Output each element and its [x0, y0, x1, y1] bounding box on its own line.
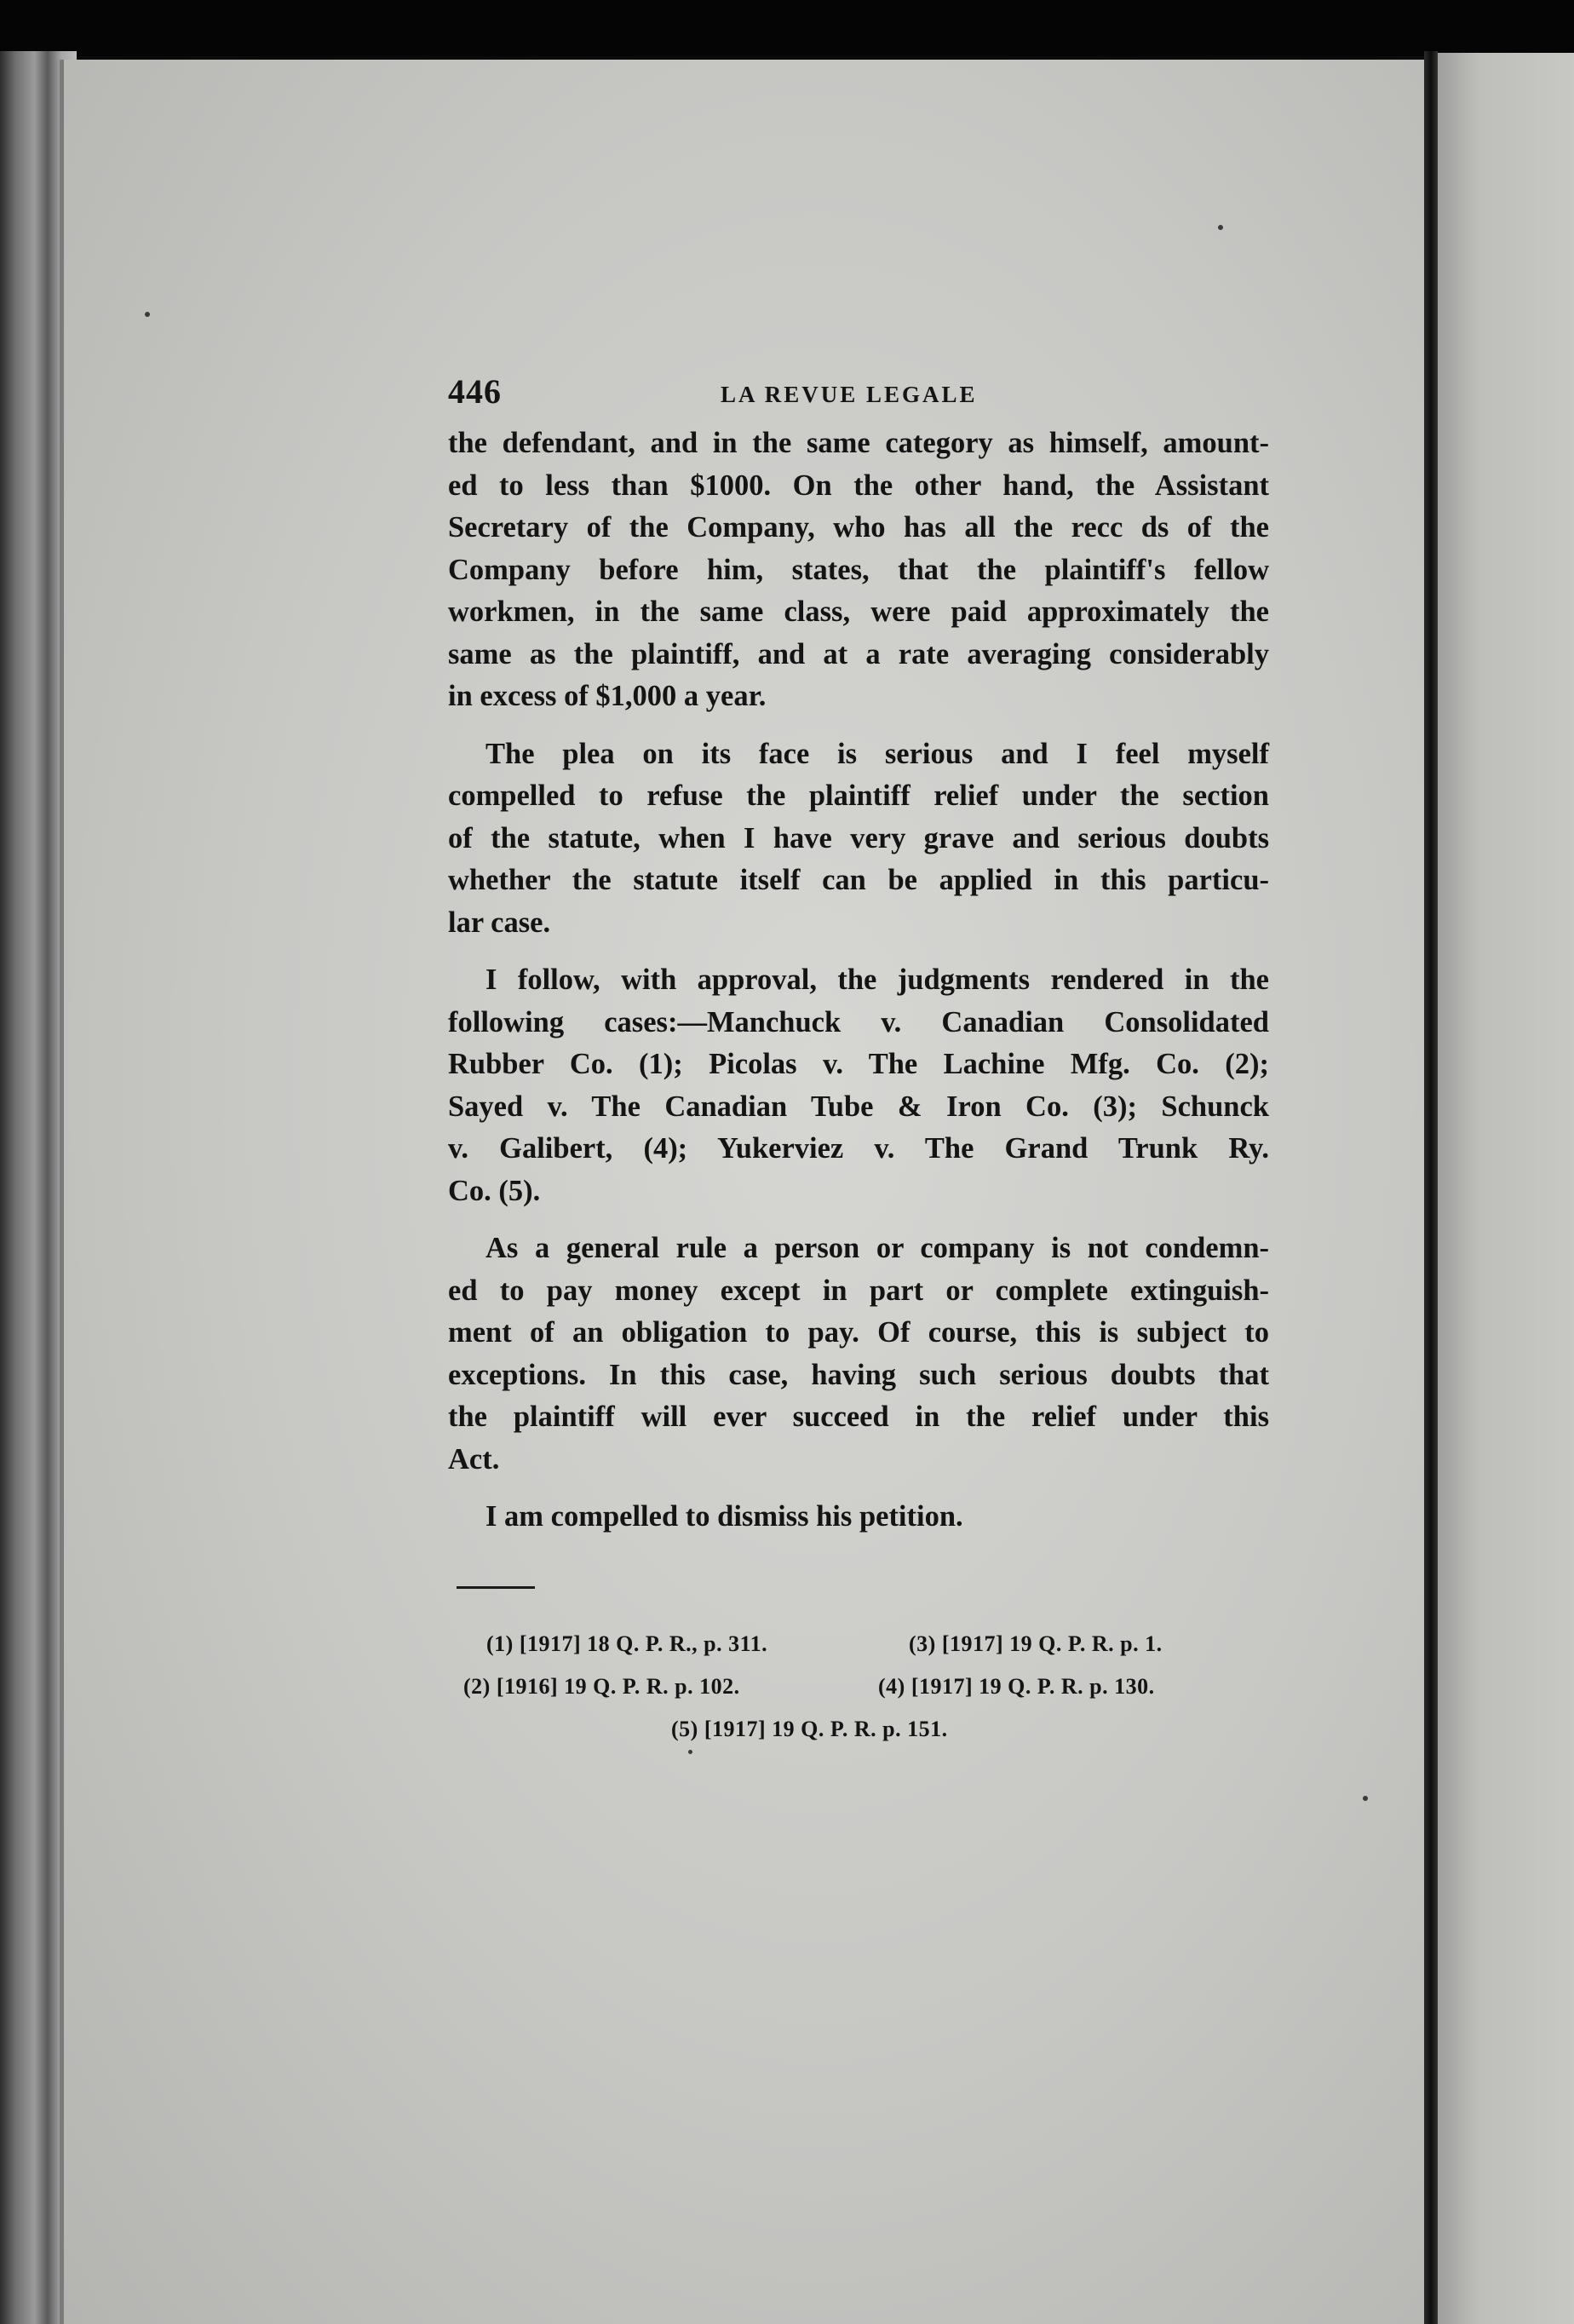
text-line: ment of an obligation to pay. Of course, this is subject to: [448, 1316, 1269, 1349]
text-line: Sayed v. The Canadian Tube & Iron Co. (3); Schunck: [448, 1090, 1269, 1123]
text-line: Secretary of the Company, who has all the recc ds of the: [448, 511, 1269, 544]
page-content: [448, 371, 1269, 1751]
text-line: lar case.: [448, 906, 551, 939]
text-line: same as the plaintiff, and at a rate averaging considerably: [448, 637, 1269, 670]
footnote-rule: [457, 1586, 535, 1589]
text-line: Act.: [448, 1442, 500, 1476]
paper-speck: [1218, 225, 1223, 230]
footnote-row: [448, 1623, 1269, 1665]
footnotes: [448, 1623, 1269, 1751]
text-line: As a general rule a person or company is not condemn-: [485, 1232, 1269, 1264]
text-line: Co. (5).: [448, 1174, 541, 1207]
facing-page-edge: [1438, 53, 1574, 2324]
text-line: following cases:—Manchuck v. Canadian Consolidated: [448, 1005, 1269, 1038]
paragraph: [448, 1496, 1269, 1539]
scan-top-border: [0, 0, 1574, 56]
footnote-3: (3) [1917] 19 Q. P. R. p. 1.: [909, 1631, 1163, 1656]
text-line: v. Galibert, (4); Yukerviez v. The Grand Trunk Ry.: [448, 1132, 1269, 1165]
footnote-row: [448, 1708, 1269, 1751]
paper-speck: [1363, 1796, 1368, 1801]
text-line: exceptions. In this case, having such serious doubts that: [448, 1358, 1269, 1391]
page-number: 446: [448, 372, 502, 411]
text-line: workmen, in the same class, were paid approximately the: [448, 595, 1269, 628]
paragraph: [448, 959, 1269, 1212]
text-line: ed to pay money except in part or complete extinguish-: [448, 1274, 1269, 1307]
footnote-4: (4) [1917] 19 Q. P. R. p. 130.: [878, 1673, 1155, 1699]
paper-speck: [688, 1750, 692, 1754]
text-line: the plaintiff will ever succeed in the relief under this: [448, 1401, 1269, 1433]
paragraph: [448, 733, 1269, 945]
paragraph: [448, 423, 1269, 718]
text-line: I follow, with approval, the judgments rendered in the: [485, 964, 1269, 996]
footnote-1: (1) [1917] 18 Q. P. R., p. 311.: [486, 1631, 768, 1656]
running-head: LA REVUE LEGALE: [721, 382, 978, 407]
footnote-row: [448, 1665, 1269, 1708]
text-line: the defendant, and in the same category as himself, amount-: [448, 427, 1269, 459]
text-line: Company before him, states, that the plaintiff's fellow: [448, 553, 1269, 586]
text-line: whether the statute itself can be applied in this particu-: [448, 864, 1269, 896]
text-line: I am compelled to dismiss his petition.: [485, 1500, 963, 1533]
book-gutter: [1424, 51, 1438, 2324]
text-line: in excess of $1,000 a year.: [448, 680, 767, 712]
text-line: ed to less than $1000. On the other hand, the Assistant: [448, 469, 1269, 502]
paragraph: [448, 1228, 1269, 1481]
text-line: compelled to refuse the plaintiff relief under the section: [448, 779, 1269, 812]
text-line: The plea on its face is serious and I feel myself: [485, 737, 1269, 770]
footnote-5: (5) [1917] 19 Q. P. R. p. 151.: [671, 1716, 948, 1741]
footnote-2: (2) [1916] 19 Q. P. R. p. 102.: [463, 1673, 740, 1699]
paper-speck: [145, 312, 150, 317]
text-line: Rubber Co. (1); Picolas v. The Lachine Mfg. Co. (2);: [448, 1048, 1269, 1080]
text-line: of the statute, when I have very grave and serious doubts: [448, 821, 1269, 854]
page-header: [448, 371, 1269, 423]
